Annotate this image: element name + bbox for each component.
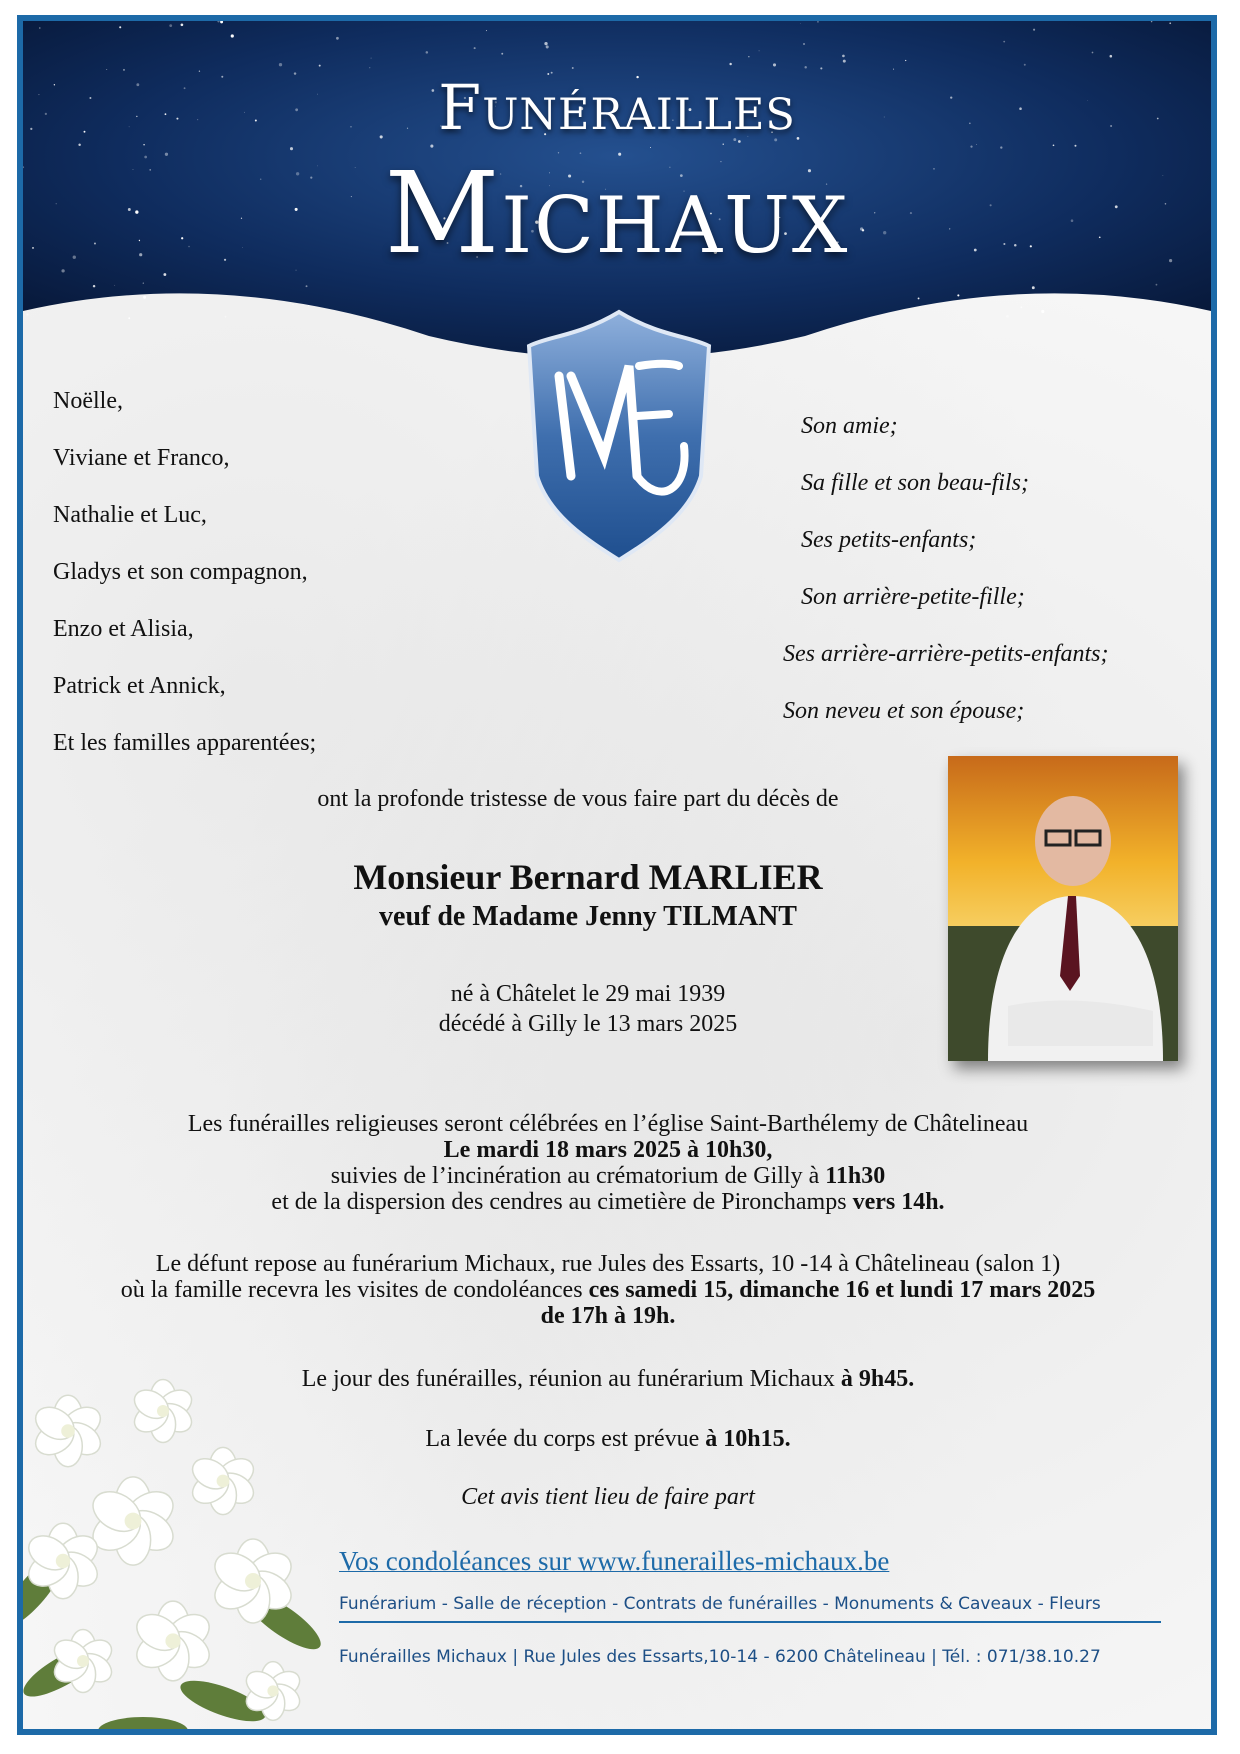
- family-member: Nathalie et Luc,: [53, 502, 207, 528]
- ceremony-location: Les funérailles religieuses seront célébrées en l’église Saint-Barthélemy de Châtelineau: [187, 1111, 1029, 1137]
- condolences-link[interactable]: Vos condoléances sur www.funerailles-michaux.be: [339, 1546, 890, 1576]
- dispersion-time: vers 14h.: [852, 1189, 945, 1215]
- family-relations-right: [783, 411, 1109, 753]
- rest-location: Le défunt repose au funérarium Michaux, rue Jules des Essarts, 10 -14 à Châtelineau (salon 1): [155, 1251, 1061, 1277]
- relation: Son neveu et son épouse;: [783, 698, 1025, 724]
- michaux-shield-logo: [519, 306, 719, 566]
- notice-text: Cet avis tient lieu de faire part: [461, 1484, 755, 1510]
- visitation-details: [23, 1251, 1193, 1329]
- meeting-text: Le jour des funérailles, réunion au funérarium Michaux: [301, 1366, 841, 1392]
- visits-dates: ces samedi 15, dimanche 16 et lundi 17 mars 2025: [588, 1277, 1096, 1303]
- visits-hours: de 17h à 19h.: [540, 1303, 676, 1329]
- widow-of: veuf de Madame Jenny TILMANT: [379, 901, 797, 932]
- deceased-name: Monsieur Bernard MARLIER: [353, 857, 823, 897]
- white-flowers-illustration: [23, 1371, 323, 1735]
- death-info: décédé à Gilly le 13 mars 2025: [438, 1011, 738, 1037]
- dispersion-text: et de la dispersion des cendres au cimetière de Pironchamps: [271, 1189, 853, 1215]
- family-member: Patrick et Annick,: [53, 673, 226, 699]
- birth-info: né à Châtelet le 29 mai 1939: [450, 981, 726, 1007]
- family-member: Viviane et Franco,: [53, 445, 230, 471]
- announcement-intro: ont la profonde tristesse de vous faire part du décès de: [317, 786, 839, 812]
- cremation-time: 11h30: [825, 1163, 886, 1189]
- deceased-portrait: [948, 756, 1178, 1061]
- meeting-time: à 9h45.: [840, 1366, 915, 1392]
- family-list-left: [53, 386, 316, 785]
- brand-line-2: Michaux: [384, 149, 850, 279]
- brand-line-1: Funérailles: [438, 71, 796, 144]
- levee-text: La levée du corps est prévue: [425, 1426, 706, 1452]
- visits-text: où la famille recevra les visites de condoléances: [120, 1277, 589, 1303]
- relation: Ses petits-enfants;: [801, 527, 977, 553]
- family-member: Noëlle,: [53, 388, 123, 414]
- levee-time: à 10h15.: [705, 1426, 791, 1452]
- family-member: Et les familles apparentées;: [53, 730, 317, 756]
- ceremony-details: [23, 1111, 1193, 1215]
- relation: Son arrière-petite-fille;: [801, 584, 1025, 610]
- relation: Sa fille et son beau-fils;: [801, 470, 1029, 496]
- services-line: Funérarium - Salle de réception - Contrats de funérailles - Monuments & Caveaux - Fleurs: [339, 1594, 1101, 1614]
- family-member: Enzo et Alisia,: [53, 616, 194, 642]
- page-frame: [17, 15, 1217, 1735]
- ceremony-date: Le mardi 18 mars 2025 à 10h30,: [443, 1137, 773, 1163]
- footer-divider: [339, 1621, 1161, 1623]
- address-line: Funérailles Michaux | Rue Jules des Essarts,10-14 - 6200 Châtelineau | Tél. : 071/38.10.27: [339, 1647, 1101, 1667]
- family-member: Gladys et son compagnon,: [53, 559, 308, 585]
- cremation-text: suivies de l’incinération au crématorium de Gilly à: [330, 1163, 826, 1189]
- relation: Ses arrière-arrière-petits-enfants;: [783, 641, 1109, 667]
- relation: Son amie;: [801, 413, 898, 439]
